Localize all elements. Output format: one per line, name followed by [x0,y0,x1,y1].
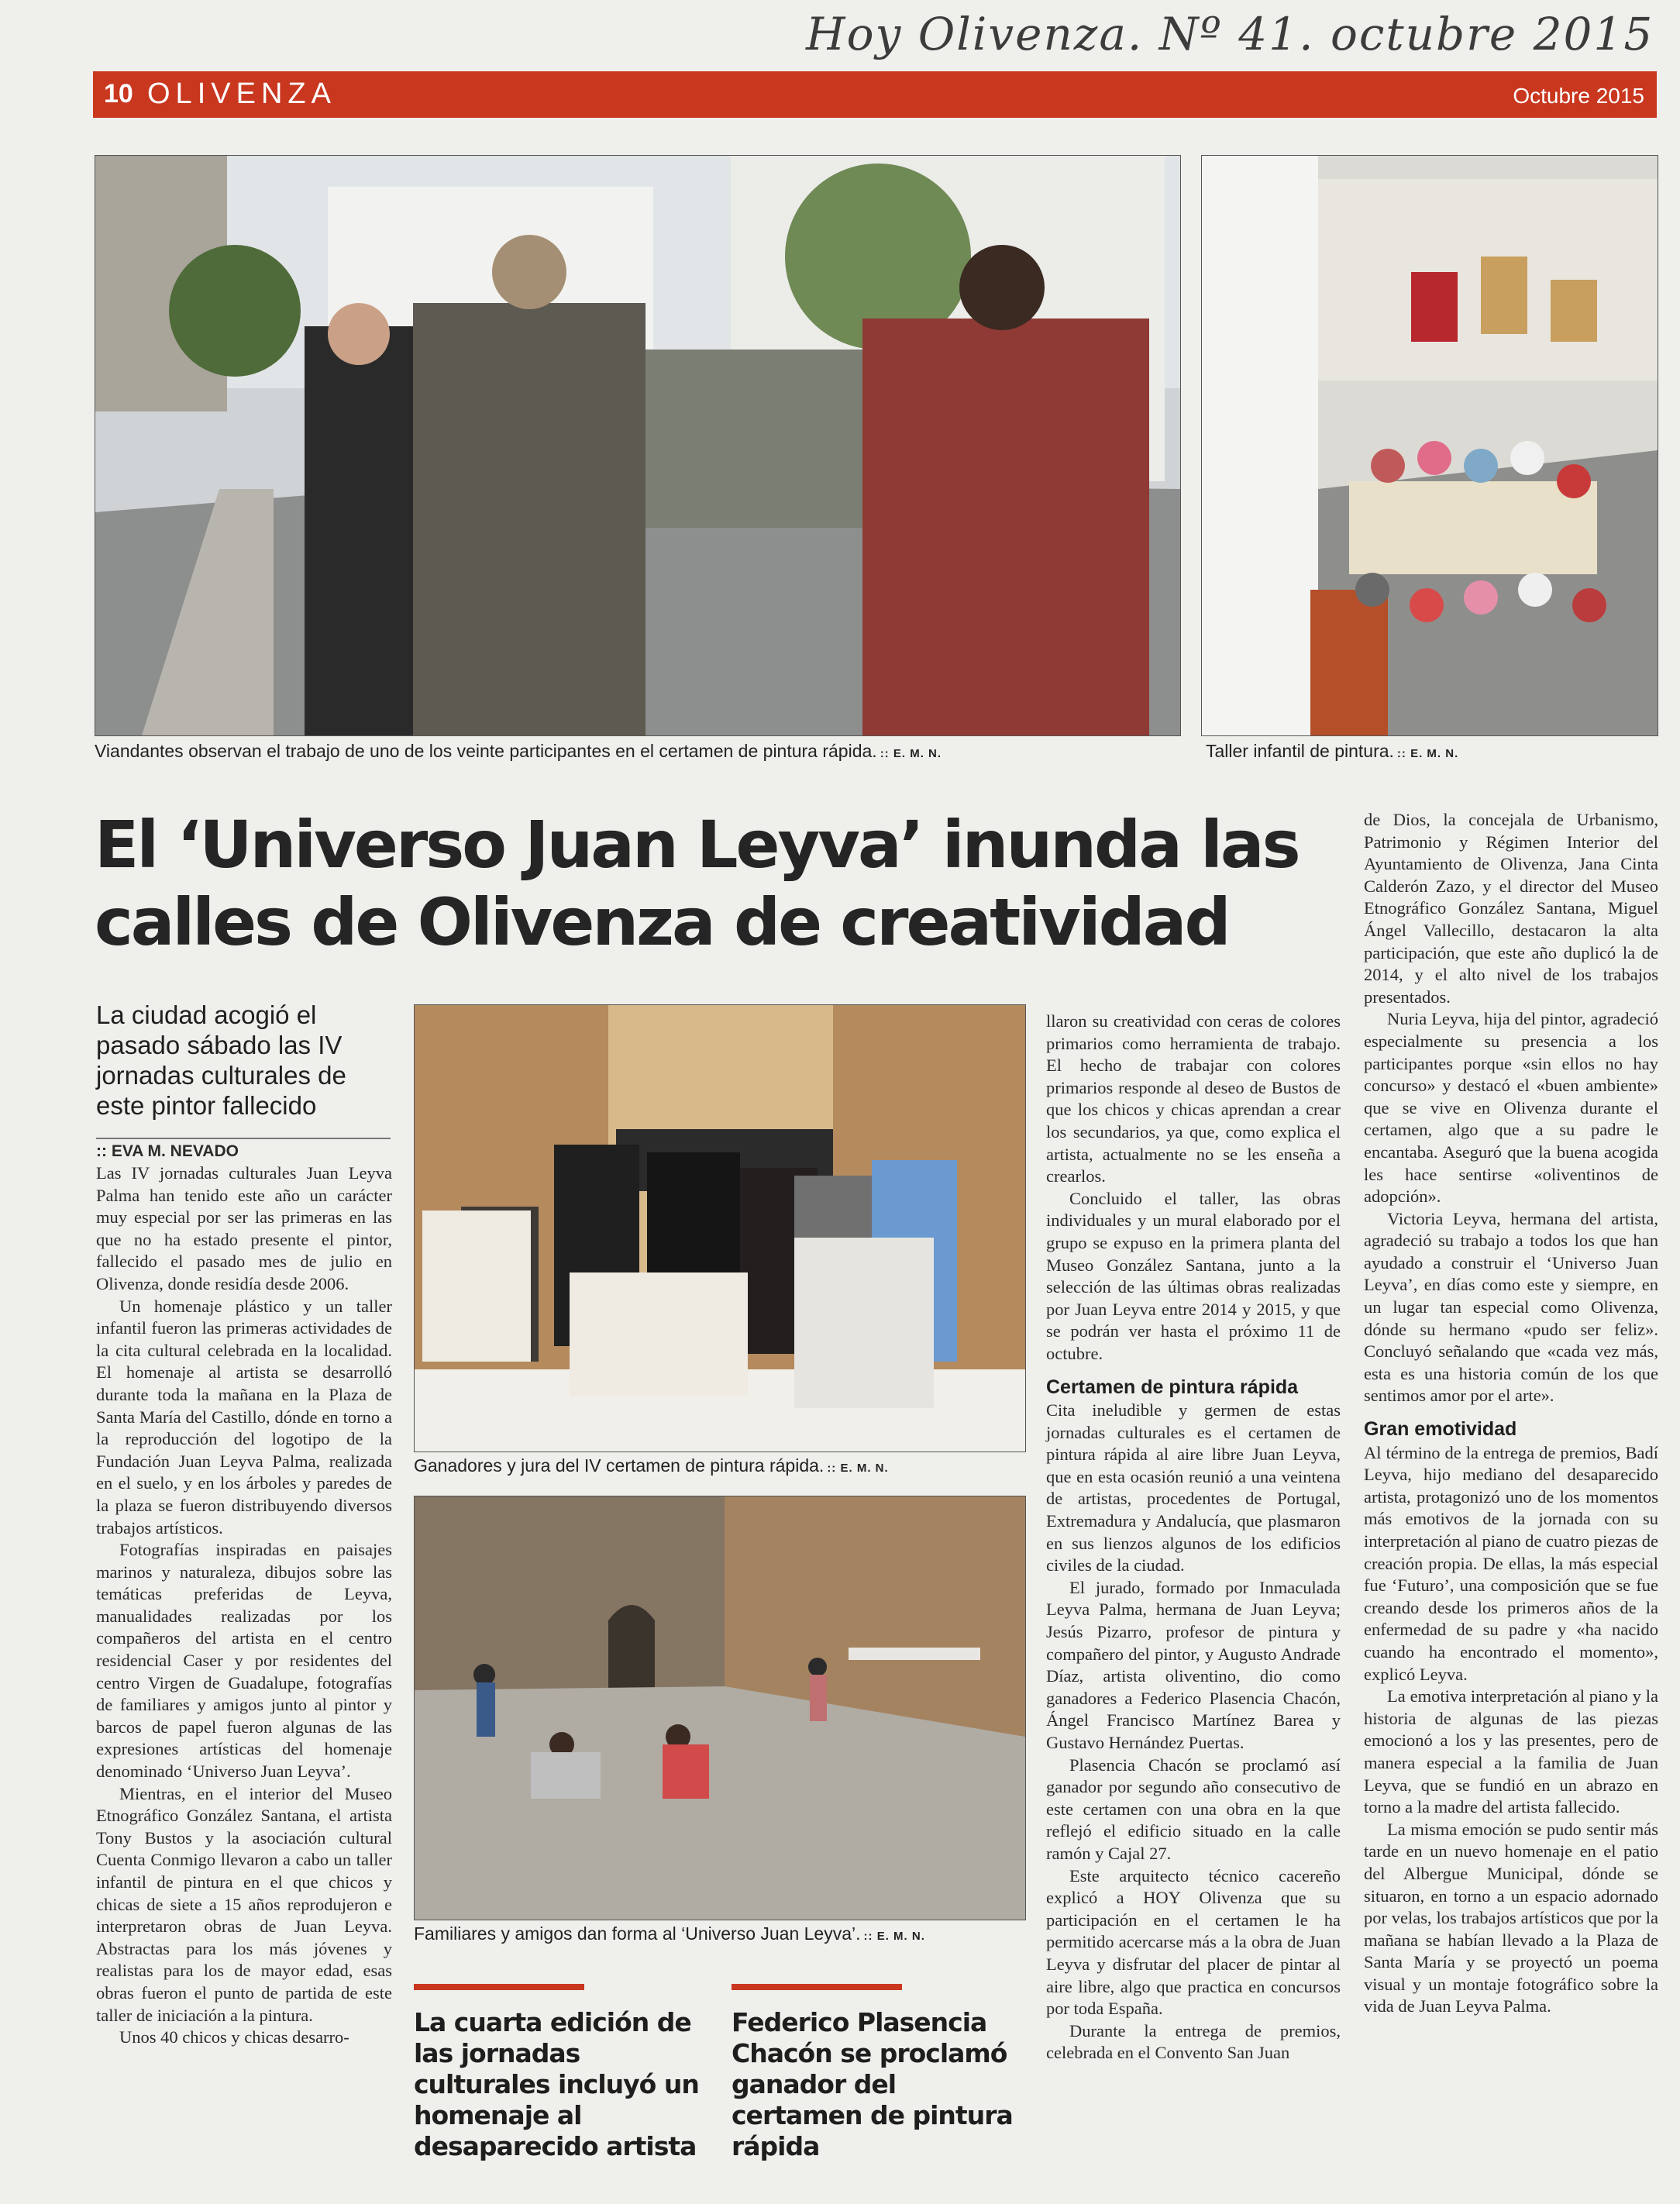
article-column-4 [1364,809,1658,2018]
paragraph: El jurado, formado por Inmaculada Leyva Palma, hermana de Juan Leyva; Jesús Pizarro, profesor de pintura y compañero del pintor, y Augusto Andrade Díaz, artista oliventino, dio como ganadores a Federico Plasencia Chacón, Ángel Francisco Martínez Barea y Gustavo Hernández Puertas. [1046,1577,1341,1752]
issue-date: Octubre 2015 [1513,84,1644,108]
callout-text: Federico Plasencia Chacón se proclamó ganador del certamen de pintura rápida [732,2007,1013,2161]
callout-rule [414,1984,584,1990]
workshop-photo-caption [1206,741,1458,762]
photo-credit: :: E. M. N. [827,1462,889,1475]
paragraph: Unos 40 chicos y chicas desarro- [119,2027,349,2047]
paragraph: Mientras, en el interior del Museo Etnográfico González Santana, el artista Tony Bustos y la asociación cultural Cuenta Conmigo llevaron a cabo un taller infantil de pintura en el que chicos y chicas de siete a 15 años reprodujeron e interpretaron obras de Juan Leyva. Abstractas para los más jóvenes y realistas para los de mayor edad, esas obras fueron el punto de partida de este taller de iniciación a la pintura. [96,1783,392,2025]
paragraph: Victoria Leyva, hermana del artista, agradeció su trabajo a todos los que han ayudado a construir el ‘Universo Juan Leyva’, en días como este y siempre, en un lugar tan especial como Olivenza, dónde su hermano «pudo ser feliz». Concluyó señalando que «cada vez más, esta es una historia común de los que sentimos amor por el arte». [1364,1208,1658,1406]
photo-credit: :: E. M. N. [863,1930,925,1943]
callout-winner [732,1984,1026,2162]
paragraph: Cita ineludible y germen de estas jornadas culturales es el certamen de pintura rápida al aire libre Juan Leyva, que en esta ocasión reunió a una veintena de artistas, procedentes de Portugal, Extremadura y Andalucía, que plasmaron en sus lienzos algunos de los edificios civiles de la ciudad. [1046,1400,1341,1576]
winners-photo [414,1004,1026,1452]
byline: :: EVA M. NEVADO [96,1138,391,1161]
paragraph: Concluido el taller, las obras individuales y un mural elaborado por el grupo se expuso en la primera planta del Museo González Santana, junto a la selección de las últimas obras realizadas por Juan Leyva entre 2014 y 2015, y que se podrán ver hasta el próximo 11 de octubre. [1046,1188,1341,1363]
plaza-photo-caption [414,1923,925,1944]
credit-text: E. M. N. [893,747,942,760]
paragraph: Nuria Leyva, hija del pintor, agradeció especialmente su presencia a los participantes porque «sin ellos no hay concurso» y destacó el «buen ambiente» que se vive en Olivenza durante el certamen, algo que a su padre le encantaba. Aseguró que la buena acogida les hace sentirse «oliventinos de adopción». [1364,1009,1658,1207]
street-painting-photo [95,155,1181,736]
paragraph: Plasencia Chacón se proclamó así ganador por segundo año consecutivo de este certamen con una obra en la que reflejó el edificio situado en la calle ramón y Cajal 27. [1046,1755,1341,1863]
caption-text: Ganadores y jura del IV certamen de pintura rápida. [414,1455,825,1476]
caption-text: Viandantes observan el trabajo de uno de los veinte participantes en el certamen de pintura rápida. [95,741,877,761]
subhead-emotividad: Gran emotividad [1364,1418,1517,1441]
paragraph: La emotiva interpretación al piano y la historia de algunas de las piezas emocionó a los y las presentes, pero de manera especial a la familia de Juan Leyva, que se fundió en un abrazo en torno a la madre del artista fallecido. [1364,1686,1658,1817]
caption-text: Familiares y amigos dan forma al ‘Universo Juan Leyva’. [414,1923,861,1944]
workshop-photo [1201,155,1658,736]
credit-text: E. M. N. [1410,747,1459,760]
paragraph: llaron su creatividad con ceras de colores primarios como herramienta de trabajo. El hecho de trabajar con colores primarios responde al deseo de Bustos de que los chicos y chicas aprendan a crear los secundarios, ya que, como explica el artista, actualmente no se les enseña a crearlos. [1046,1011,1341,1186]
section-title: OLIVENZA [147,77,336,110]
plaza-photo [414,1496,1026,1920]
credit-text: E. M. N. [876,1930,925,1943]
article-column-1 [96,1162,392,2049]
callout-text: La cuarta edición de las jornadas culturales incluyó un homenaje al desaparecido artista [414,2007,699,2161]
callout-homage [414,1984,708,2162]
credit-text: E. M. N. [840,1462,889,1475]
callout-rule [732,1984,902,1990]
paragraph: Este arquitecto técnico cacereño explicó a HOY Olivenza que su participación en el certamen le ha permitido acercarse más a la obra de Juan Leyva y disfrutar del placer de pintar al aire libre, algo que practica en concursos por toda España. [1046,1865,1341,2019]
photo-credit: :: E. M. N. [1396,747,1459,760]
article-column-3 [1046,1011,1341,2065]
paragraph: Fotografías inspiradas en paisajes marinos y naturaleza, dibujos sobre las temáticas preferidas de Leyva, manualidades realizadas por los compañeros del artista en el centro residencial Caser y por residentes del centro Virgen de Guadalupe, fotografías de familiares y amigos junto al pintor y barcos de papel fueron algunas de las expresiones artísticas del homenaje denominado ‘Universo Juan Leyva’. [96,1540,392,1782]
author-name: EVA M. NEVADO [111,1142,239,1160]
caption-text: Taller infantil de pintura. [1206,741,1394,761]
paragraph: Un homenaje plástico y un taller infantil fueron las primeras actividades de la cita cultural celebrada en la localidad. El homenaje al artista se desarrolló durante toda la mañana en la Plaza de Santa María del Castillo, dónde en torno a la reproducción del logotipo de la Fundación Juan Leyva Palma, realizada en el suelo, y en los árboles y paredes de la plaza se fueron distribuyendo diversos trabajos artísticos. [96,1296,392,1538]
handwritten-note: Hoy Olivenza. Nº 41. octubre 2015 [806,8,1654,60]
street-photo-caption [95,741,942,762]
section-banner [93,71,1657,118]
paragraph: de Dios, la concejala de Urbanismo, Patrimonio y Régimen Interior del Ayuntamiento de Olivenza, Jana Cinta Calderón Zazo, y el director del Museo Etnográfico González Santana, Miguel Ángel Vallecillo, destacaron la alta participación, que este año duplicó la de 2014, y el alto nivel de los trabajos presentados. [1364,810,1658,1007]
winners-photo-caption [414,1455,889,1476]
page-number: 10 [104,79,133,108]
photo-credit: :: E. M. N. [880,747,942,760]
subhead-certamen: Certamen de pintura rápida [1046,1376,1299,1398]
dek: La ciudad acogió el pasado sábado las IV jornadas culturales de este pintor fallecido [96,1000,346,1120]
paragraph: Durante la entrega de premios, celebrada en el Convento San Juan [1046,2020,1341,2063]
headline: El ‘Universo Juan Leyva’ inunda las calles de Olivenza de creatividad [95,807,1299,960]
paragraph: Al término de la entrega de premios, Badí Leyva, hijo mediano del desaparecido artista, protagonizó uno de los momentos más emotivos de la jornada con su interpretación al piano de cuatro piezas de creación propia. De ellas, la más especial fue ‘Futuro’, una composición que se fue creando desde los primeros años de la enfermedad de su padre y «ha nacido cuando ha encontrado el momento», explicó Leyva. [1364,1442,1658,1684]
paragraph: La misma emoción se pudo sentir más tarde en un nuevo homenaje en el patio del Albergue Municipal, dónde se situaron, en torno a un espacio adornado por velas, los trabajos artísticos que por la mañana se habían llevado a la Plaza de Santa María y se proyectó un poema visual y un montaje fotográfico sobre la vida de Juan Leyva Palma. [1364,1819,1658,2016]
paragraph: Las IV jornadas culturales Juan Leyva Palma han tenido este año un carácter muy especial por ser las primeras en las que no ha estado presente el pintor, fallecido el pasado mes de julio en Olivenza, donde residía desde 2006. [96,1163,392,1293]
